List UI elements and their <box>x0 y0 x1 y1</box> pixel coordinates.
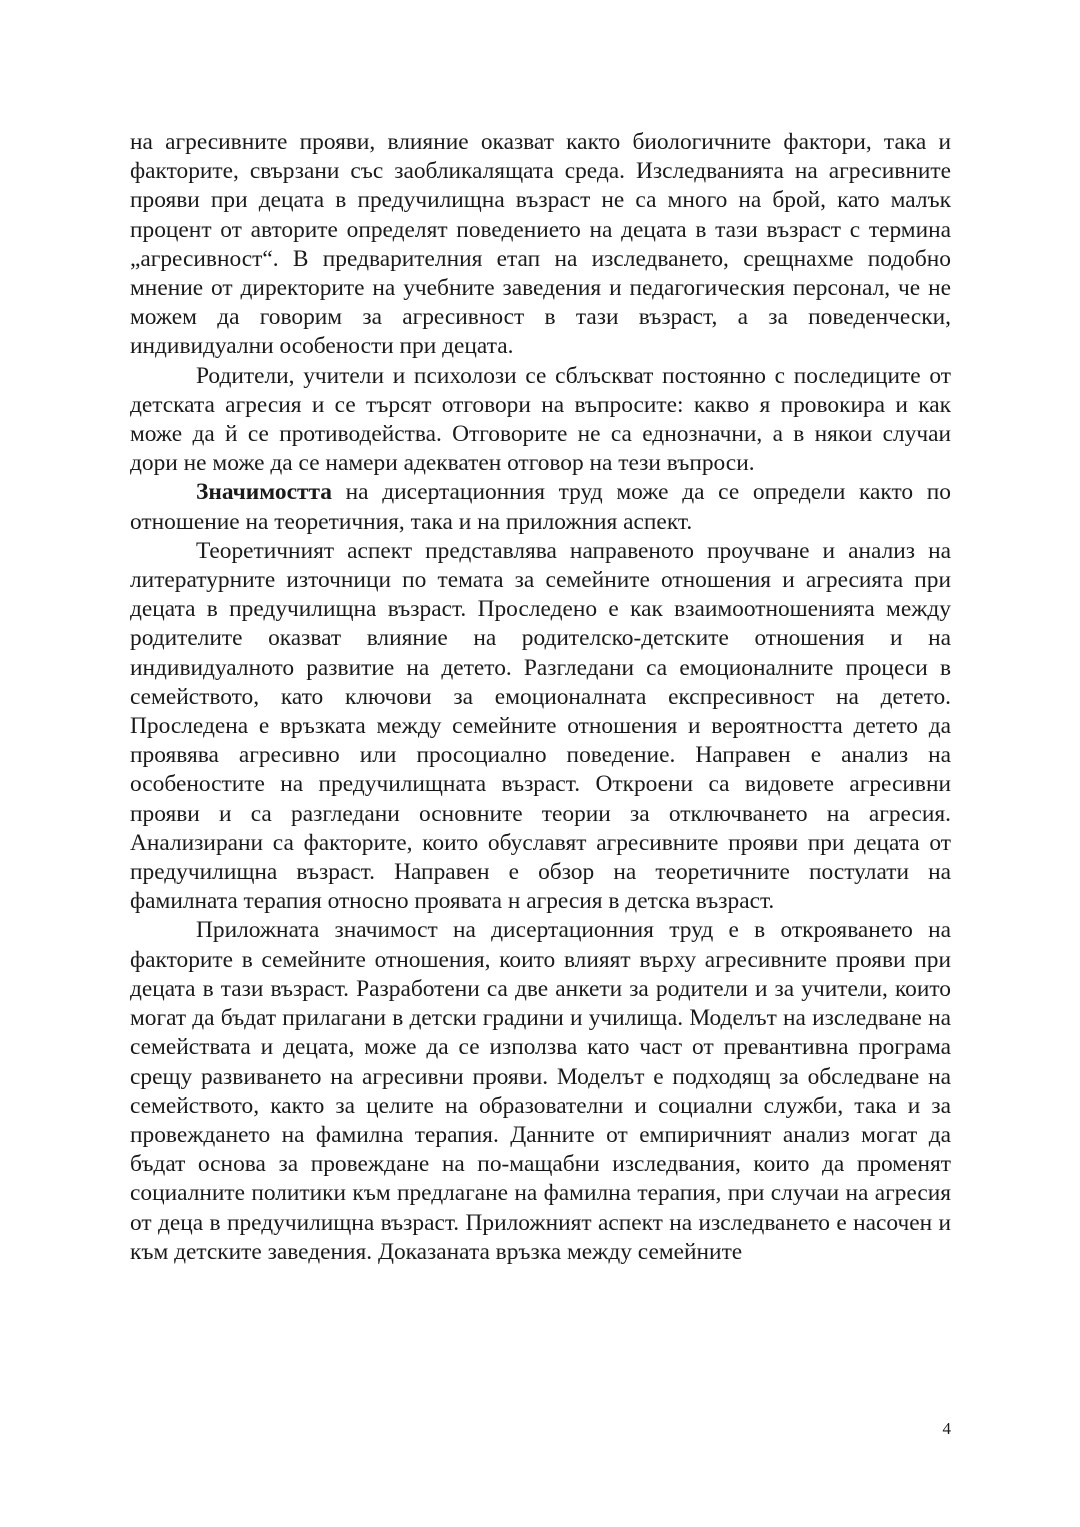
paragraph-theoretical-aspect: Теоретичният аспект представлява направеното проучване и анализ на литературните източници по темата за семейните отношения и агресията при децата в предучилищна възраст. Проследено е как взаимоотношенията между родителите оказват влияние на родителско-детските отношения и на индивидуалното развитие на детето. Разгледани са емоционалните процеси в семейството, като ключови за емоционалната експресивност на детето. Проследена е връзката между семейните отношения и вероятността детето да проявява агресивно или просоциално поведение. Направен е анализ на особеностите на предучилищната възраст. Откроени са видовете агресивни прояви и са разгледани основните теории за отключването на агресия. Анализирани са факторите, които обуславят агресивните прояви при децата от предучилищна възраст. Направен е обзор на теоретичните постулати на фамилната терапия относно проявата н агресия в детска възраст. <box>130 537 951 915</box>
body-text <box>130 128 951 1267</box>
page-number: 4 <box>942 1419 951 1438</box>
paragraph-continuation: на агресивните прояви, влияние оказват както биологичните фактори, така и факторите, свързани със заобликалящата среда. Изследванията на агресивните прояви при децата в предучилищна възраст не са много на брой, като малък процент от авторите определят поведението на децата в тази възраст с термина „агресивност“. В предварителния етап на изследването, срещнахме подобно мнение от директорите на учебните заведения и педагогическия персонал, че не можем да говорим за агресивност в тази възраст, а за поведенчески, индивидуални особености при децата. <box>130 129 951 360</box>
significance-text: на дисертационния труд може да се определи както по отношение на теоретичния, така и на приложния аспект. <box>130 479 951 535</box>
paragraph-applied-significance: Приложната значимост на дисертационния труд е в открояването на факторите в семейните отношения, които влияят върху агресивните прояви при децата в тази възраст. Разработени са две анкети за родители и за учители, които могат да бъдат прилагани в детски градини и училища. Моделът на изследване на семействата и децата, може да се използва като част от превантивна програма срещу развиването на агресивни прояви. Моделът е подходящ за обследване на семейството, както за целите на образователни и социални служби, така и за провеждането на фамилна терапия. Данните от емпиричният анализ могат да бъдат основа за провеждане на по-мащабни изследвания, които да променят социалните политики към предлагане на фамилна терапия, при случаи на агресия от деца в предучилищна възраст. Приложният аспект на изследването е насочен и към детските заведения. Доказаната връзка между семейните <box>130 917 951 1265</box>
significance-bold-lead: Значимостта <box>196 479 332 506</box>
paragraph-significance <box>130 478 951 536</box>
paragraph-parents-teachers: Родители, учители и психолози се сблъскват постоянно с последиците от детската агресия и се търсят отговори на въпросите: какво я провокира и как може да й се противодейства. Отговорите не са еднозначни, а в някои случаи дори не може да се намери адекватен отговор на тези въпроси. <box>130 362 951 477</box>
